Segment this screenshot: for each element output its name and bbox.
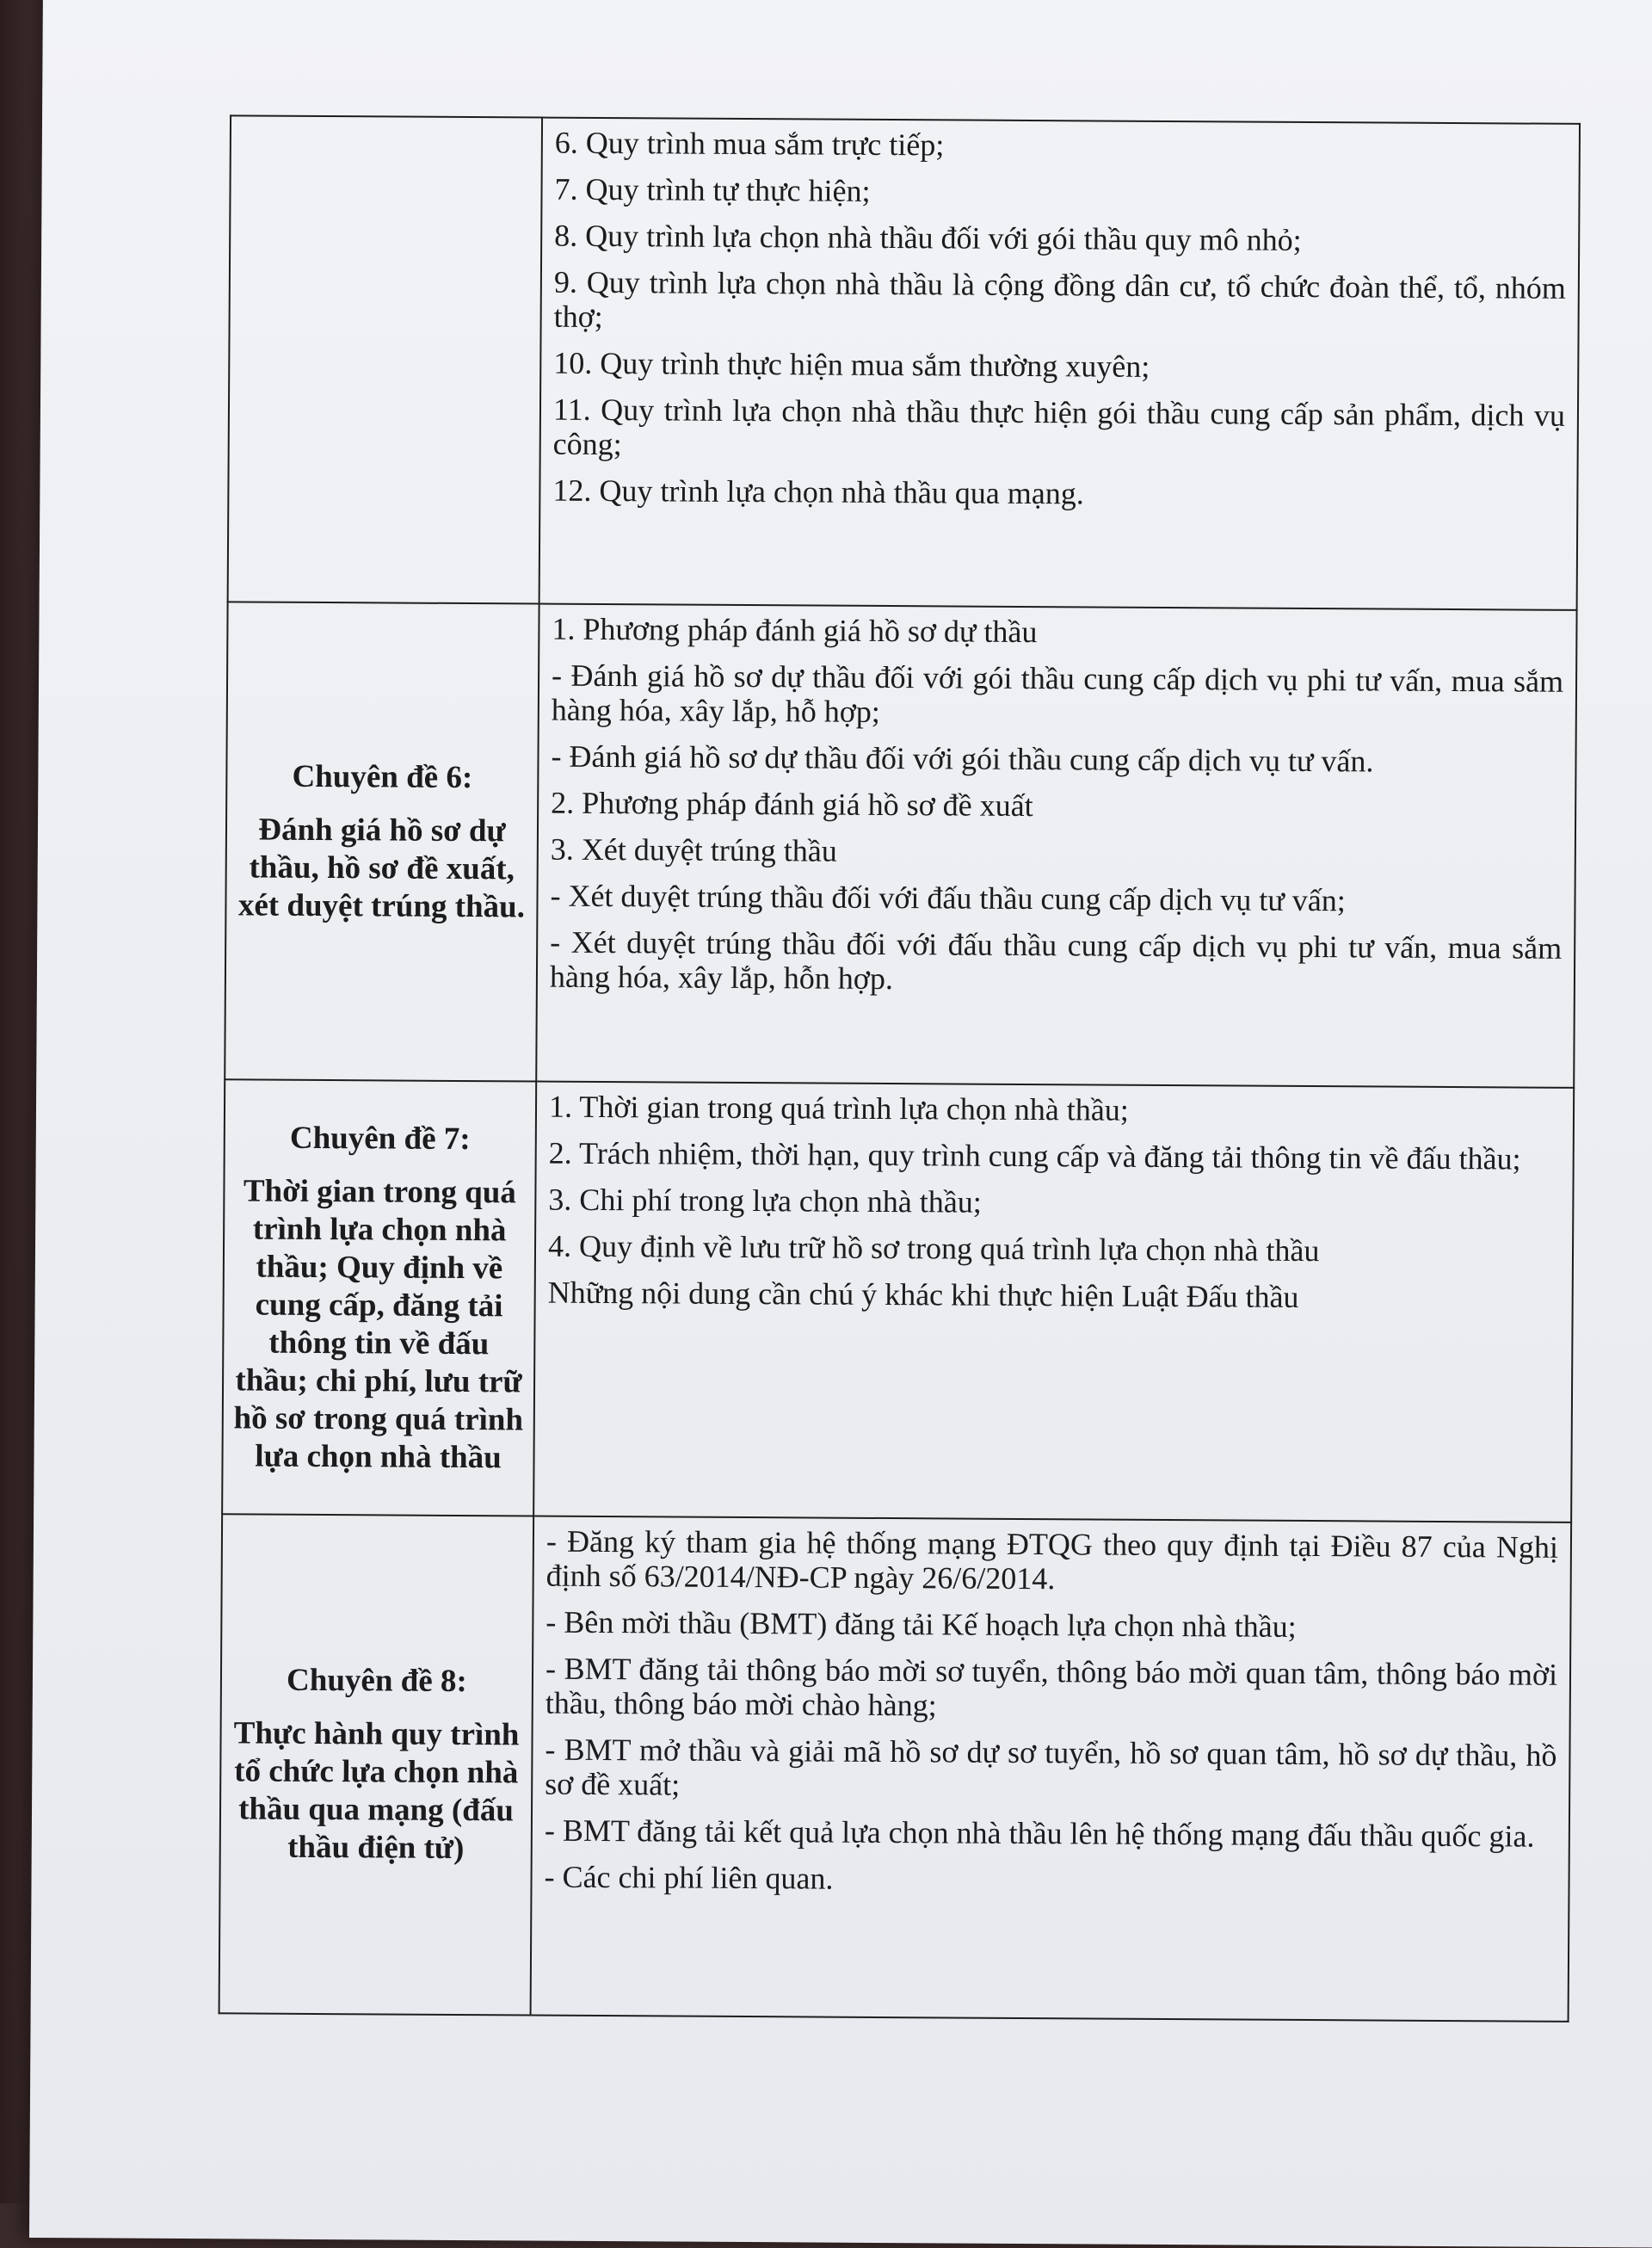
topic-description: Thực hành quy trình tổ chức lựa chọn nhà thầu qua mạng (đấu thầu điện tử) [233, 1715, 520, 1867]
content-line: 10. Quy trình thực hiện mua sắm thường xuyên; [553, 345, 1150, 384]
content-line: - BMT đăng tải kết quả lựa chọn nhà thầu lên hệ thống mạng đấu thầu quốc gia. [544, 1813, 1535, 1854]
content-line: - Đánh giá hồ sơ dự thầu đối với gói thầu cung cấp dịch vụ tư vấn. [551, 738, 1374, 779]
content-line: 3. Chi phí trong lựa chọn nhà thầu; [548, 1182, 982, 1220]
content-line: - Đăng ký tham gia hệ thống mạng ĐTQG theo quy định tại Điều 87 của Nghị định số 63/2014/NĐ-CP ngày 26/6/2014. [546, 1523, 1559, 1596]
content-line: 3. Xét duyệt trúng thầu [550, 831, 837, 868]
table-row [222, 1079, 1574, 1522]
content-line: - BMT mở thầu và giải mã hồ sơ dự sơ tuyển, hồ sơ quan tâm, hồ sơ dự thầu, hồ sơ đề xuất; [545, 1732, 1557, 1802]
content-cell [533, 1082, 1574, 1522]
content-line: 4. Quy định về lưu trữ hồ sơ trong quá trình lựa chọn nhà thầu [547, 1228, 1320, 1269]
content-line: 8. Quy trình lựa chọn nhà thầu đối với gói thầu quy mô nhỏ; [554, 218, 1302, 257]
content-line: Những nội dung cần chú ý khác khi thực hiện Luật Đấu thầu [547, 1275, 1299, 1314]
content-cell [536, 604, 1576, 1088]
table-row [228, 115, 1580, 610]
topic-cell [225, 602, 539, 1081]
content-line: 11. Quy trình lựa chọn nhà thầu thực hiện gói thầu cung cấp sản phẩm, dịch vụ công; [552, 392, 1566, 462]
content-line: - Xét duyệt trúng thầu đối với đấu thầu cung cấp dịch vụ phi tư vấn, mua sắm hàng hóa, xây lắp, hỗn hợp. [549, 924, 1563, 997]
content-line: - Bên mời thầu (BMT) đăng tải Kế hoạch lựa chọn nhà thầu; [546, 1604, 1297, 1644]
topic-title: Chuyên đề 6: [292, 758, 473, 795]
curriculum-table [219, 114, 1581, 2023]
content-line: 7. Quy trình tự thực hiện; [554, 171, 871, 208]
content-line: - BMT đăng tải thông báo mời sơ tuyển, thông báo mời quan tâm, thông báo mời thầu, thông báo mời chào hàng; [545, 1651, 1558, 1723]
content-line: 1. Phương pháp đánh giá hồ sơ dự thầu [552, 611, 1038, 650]
topic-title: Chuyên đề 8: [286, 1662, 467, 1700]
content-cell [531, 1516, 1572, 2022]
content-line: 1. Thời gian trong quá trình lựa chọn nhà thầu; [548, 1089, 1129, 1127]
content-line: - Xét duyệt trúng thầu đối với đấu thầu cung cấp dịch vụ tư vấn; [550, 878, 1346, 918]
content-line: 2. Phương pháp đánh giá hồ sơ đề xuất [551, 785, 1033, 824]
content-line: 12. Quy trình lựa chọn nhà thầu qua mạng. [552, 472, 1084, 511]
content-cell [539, 118, 1580, 610]
topic-description: Thời gian trong quá trình lựa chọn nhà thầu; Quy định về cung cấp, đăng tải thông tin về đấu thầu; chi phí, lưu trữ hồ sơ trong quá trình lựa chọn nhà thầu [233, 1172, 524, 1475]
content-line: 9. Quy trình lựa chọn nhà thầu là cộng đồng dân cư, tổ chức đoàn thể, tổ, nhóm thợ; [553, 264, 1566, 334]
topic-description [237, 367, 533, 368]
content-line: 2. Trách nhiệm, thời hạn, quy trình cung cấp và đăng tải thông tin về đấu thầu; [548, 1135, 1521, 1176]
content-line: - Các chi phí liên quan. [544, 1859, 834, 1896]
topic-title [237, 351, 533, 353]
topic-title: Chuyên đề 7: [289, 1120, 471, 1157]
table-row [219, 1514, 1572, 2022]
content-line: - Đánh giá hồ sơ dự thầu đối với gói thầu cung cấp dịch vụ phi tư vấn, mua sắm hàng hóa, xây lắp, hỗ hợp; [551, 658, 1564, 729]
content-line: 6. Quy trình mua sắm trực tiếp; [554, 125, 945, 163]
topic-description: Đánh giá hồ sơ dự thầu, hồ sơ đề xuất, xét duyệt trúng thầu. [237, 812, 526, 924]
topic-cell [228, 115, 542, 603]
topic-cell [219, 1514, 534, 2015]
paper-sheet [29, 0, 1652, 2248]
topic-cell [222, 1079, 536, 1516]
table-row [225, 602, 1576, 1088]
